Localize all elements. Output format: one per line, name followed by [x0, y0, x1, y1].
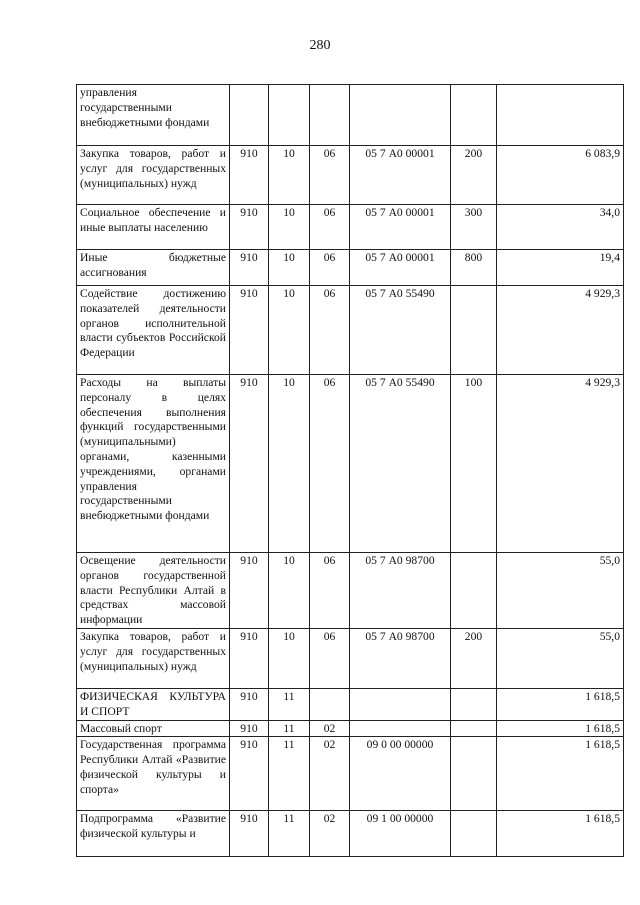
section-code-cell: 10	[269, 375, 310, 553]
subsection-code-cell: 02	[310, 720, 350, 737]
section-code-cell: 11	[269, 811, 310, 857]
target-article-cell: 05 7 А0 98700	[350, 553, 451, 629]
amount-cell: 1 618,5	[497, 688, 624, 720]
amount-cell: 4 929,3	[497, 286, 624, 375]
table-row	[77, 85, 624, 146]
grbs-code-cell: 910	[230, 553, 269, 629]
target-article-cell: 05 7 А0 00001	[350, 146, 451, 205]
subsection-code-cell: 06	[310, 250, 350, 286]
expense-type-cell	[451, 688, 497, 720]
target-article-cell: 05 7 А0 98700	[350, 628, 451, 688]
subsection-code-cell: 06	[310, 553, 350, 629]
expense-name-cell: Подпрограмма «Развитие физической культуры и	[77, 811, 230, 857]
grbs-code-cell: 910	[230, 811, 269, 857]
grbs-code-cell: 910	[230, 720, 269, 737]
expense-type-cell	[451, 737, 497, 811]
expense-type-cell: 100	[451, 375, 497, 553]
subsection-code-cell: 06	[310, 375, 350, 553]
target-article-cell: 05 7 А0 55490	[350, 286, 451, 375]
grbs-code-cell: 910	[230, 205, 269, 250]
expense-type-cell: 300	[451, 205, 497, 250]
expense-type-cell	[451, 85, 497, 146]
table-row	[77, 628, 624, 688]
expense-name-cell: Содействие достижению показателей деятельности органов исполнительной власти субъектов Российской Федерации	[77, 286, 230, 375]
amount-cell: 6 083,9	[497, 146, 624, 205]
grbs-code-cell: 910	[230, 688, 269, 720]
budget-table	[76, 84, 624, 857]
target-article-cell	[350, 85, 451, 146]
table-row	[77, 811, 624, 857]
target-article-cell: 09 0 00 00000	[350, 737, 451, 811]
amount-cell	[497, 85, 624, 146]
subsection-code-cell: 06	[310, 286, 350, 375]
section-code-cell: 10	[269, 205, 310, 250]
grbs-code-cell: 910	[230, 737, 269, 811]
expense-type-cell	[451, 553, 497, 629]
target-article-cell: 05 7 А0 55490	[350, 375, 451, 553]
section-code-cell: 11	[269, 688, 310, 720]
subsection-code-cell: 06	[310, 146, 350, 205]
grbs-code-cell: 910	[230, 250, 269, 286]
amount-cell: 1 618,5	[497, 811, 624, 857]
expense-type-cell	[451, 720, 497, 737]
expense-name-cell: Расходы на выплаты персоналу в целях обеспечения выполнения функций государственными (муниципальными) органами, казенными учреждениями, органами управления государственными внебюджетными фондами	[77, 375, 230, 553]
subsection-code-cell	[310, 688, 350, 720]
expense-type-cell	[451, 811, 497, 857]
amount-cell: 34,0	[497, 205, 624, 250]
section-code-cell: 11	[269, 720, 310, 737]
expense-type-cell: 800	[451, 250, 497, 286]
section-code-cell: 10	[269, 146, 310, 205]
section-code-cell: 11	[269, 737, 310, 811]
expense-type-cell: 200	[451, 628, 497, 688]
expense-name-cell: управления государственными внебюджетными фондами	[77, 85, 230, 146]
section-code-cell: 10	[269, 628, 310, 688]
target-article-cell: 05 7 А0 00001	[350, 250, 451, 286]
page-number: 280	[309, 38, 331, 53]
subsection-code-cell: 02	[310, 737, 350, 811]
section-code-cell: 10	[269, 553, 310, 629]
section-code-cell: 10	[269, 286, 310, 375]
subsection-code-cell	[310, 85, 350, 146]
expense-name-cell: ФИЗИЧЕСКАЯ КУЛЬТУРА И СПОРТ	[77, 688, 230, 720]
table-row	[77, 375, 624, 553]
expense-name-cell: Закупка товаров, работ и услуг для государственных (муниципальных) нужд	[77, 628, 230, 688]
table-row	[77, 688, 624, 720]
expense-type-cell	[451, 286, 497, 375]
table-row	[77, 286, 624, 375]
amount-cell: 4 929,3	[497, 375, 624, 553]
target-article-cell: 05 7 А0 00001	[350, 205, 451, 250]
table-row	[77, 737, 624, 811]
expense-name-cell: Массовый спорт	[77, 720, 230, 737]
expense-name-cell: Иные бюджетные ассигнования	[77, 250, 230, 286]
table-row	[77, 553, 624, 629]
amount-cell: 55,0	[497, 553, 624, 629]
section-code-cell: 10	[269, 250, 310, 286]
target-article-cell: 09 1 00 00000	[350, 811, 451, 857]
expense-name-cell: Государственная программа Республики Алтай «Развитие физической культуры и спорта»	[77, 737, 230, 811]
grbs-code-cell: 910	[230, 286, 269, 375]
expense-name-cell: Освещение деятельности органов государственной власти Республики Алтай в средствах массовой информации	[77, 553, 230, 629]
grbs-code-cell: 910	[230, 375, 269, 553]
amount-cell: 1 618,5	[497, 720, 624, 737]
amount-cell: 19,4	[497, 250, 624, 286]
expense-name-cell: Закупка товаров, работ и услуг для государственных (муниципальных) нужд	[77, 146, 230, 205]
target-article-cell	[350, 720, 451, 737]
table-row	[77, 205, 624, 250]
target-article-cell	[350, 688, 451, 720]
table-row	[77, 720, 624, 737]
section-code-cell	[269, 85, 310, 146]
table-row	[77, 250, 624, 286]
expense-type-cell: 200	[451, 146, 497, 205]
grbs-code-cell: 910	[230, 628, 269, 688]
subsection-code-cell: 06	[310, 628, 350, 688]
subsection-code-cell: 02	[310, 811, 350, 857]
grbs-code-cell	[230, 85, 269, 146]
amount-cell: 55,0	[497, 628, 624, 688]
subsection-code-cell: 06	[310, 205, 350, 250]
amount-cell: 1 618,5	[497, 737, 624, 811]
grbs-code-cell: 910	[230, 146, 269, 205]
expense-name-cell: Социальное обеспечение и иные выплаты населению	[77, 205, 230, 250]
table-row	[77, 146, 624, 205]
table-body	[77, 85, 624, 857]
